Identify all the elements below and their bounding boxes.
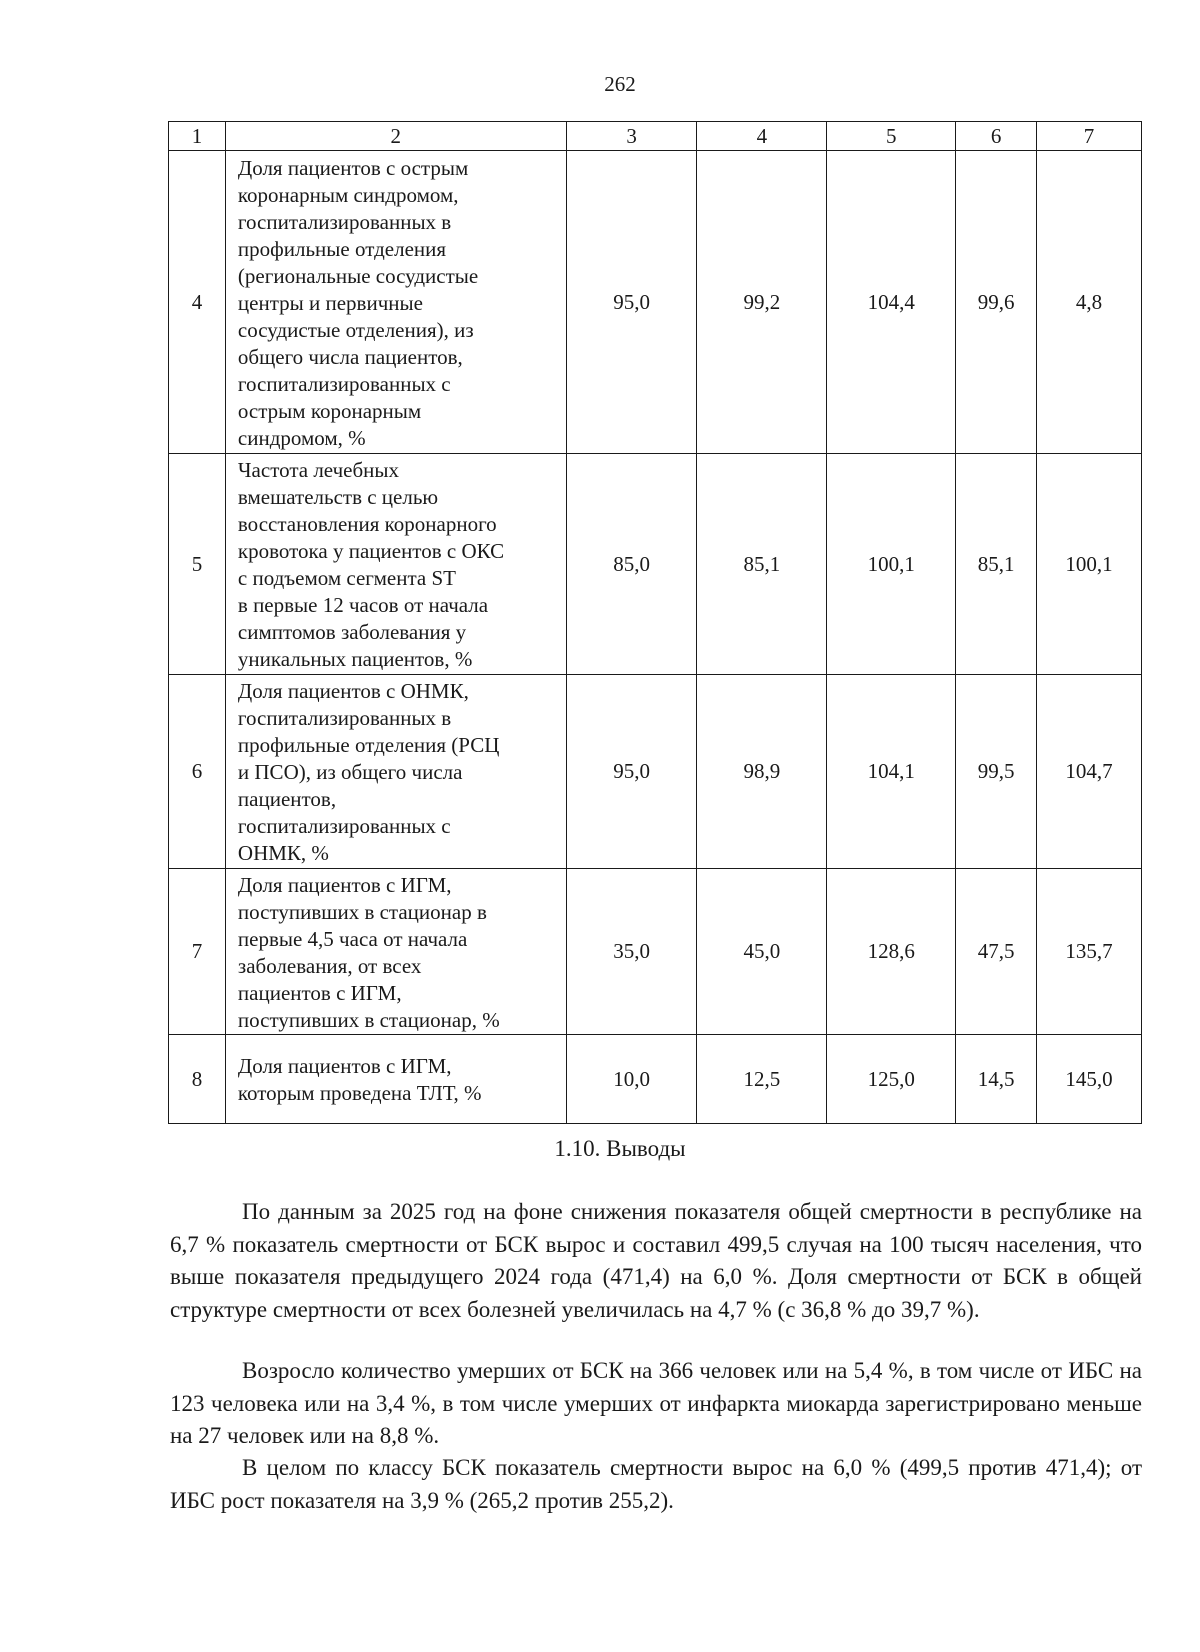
value-cell: 85,1 — [697, 454, 827, 675]
value-cell: 95,0 — [566, 675, 697, 869]
value-cell: 99,5 — [956, 675, 1037, 869]
value-cell: 95,0 — [566, 151, 697, 454]
value-cell: 145,0 — [1037, 1035, 1142, 1124]
value-cell: 35,0 — [566, 869, 697, 1035]
column-number-4: 4 — [697, 122, 827, 151]
indicator-description: Доля пациентов с ИГМ, поступивших в стационар в первые 4,5 часа от начала заболевания, от всех пациентов с ИГМ, поступивших в стационар, % — [225, 869, 566, 1035]
row-number: 4 — [169, 151, 226, 454]
value-cell: 12,5 — [697, 1035, 827, 1124]
table-row — [169, 869, 1142, 1035]
value-cell: 14,5 — [956, 1035, 1037, 1124]
column-number-5: 5 — [827, 122, 956, 151]
body-paragraph: Возросло количество умерших от БСК на 366 человек или на 5,4 %, в том числе от ИБС на 123 человека или на 3,4 %, в том числе умерших от инфаркта миокарда зарегистрировано меньше на 27 человек или на 8,8 %. — [170, 1358, 1142, 1448]
value-cell: 104,7 — [1037, 675, 1142, 869]
indicator-description: Доля пациентов с ОНМК, госпитализированных в профильные отделения (РСЦ и ПСО), из общего числа пациентов, госпитализированных с ОНМК, % — [225, 675, 566, 869]
value-cell: 125,0 — [827, 1035, 956, 1124]
table-row — [169, 151, 1142, 454]
value-cell: 85,1 — [956, 454, 1037, 675]
value-cell: 99,6 — [956, 151, 1037, 454]
body-paragraph: В целом по классу БСК показатель смертности вырос на 6,0 % (499,5 против 471,4); от ИБС рост показателя на 3,9 % (265,2 против 255,2). — [170, 1455, 1142, 1513]
row-number: 8 — [169, 1035, 226, 1124]
row-number: 6 — [169, 675, 226, 869]
indicators-table — [168, 121, 1142, 1124]
value-cell: 104,1 — [827, 675, 956, 869]
table-row — [169, 454, 1142, 675]
indicator-description: Доля пациентов с острым коронарным синдромом, госпитализированных в профильные отделения (региональные сосудистые центры и первичные сосудистые отделения), из общего числа пациентов, госпитализированных с острым коронарным синдромом, % — [225, 151, 566, 454]
column-number-6: 6 — [956, 122, 1037, 151]
value-cell: 98,9 — [697, 675, 827, 869]
value-cell: 100,1 — [827, 454, 956, 675]
value-cell: 128,6 — [827, 869, 956, 1035]
row-number: 7 — [169, 869, 226, 1035]
value-cell: 99,2 — [697, 151, 827, 454]
section-heading: 1.10. Выводы — [554, 1136, 686, 1161]
table-row — [169, 675, 1142, 869]
body-paragraph: По данным за 2025 год на фоне снижения показателя общей смертности в республике на 6,7 % показатель смертности от БСК вырос и составил 499,5 случая на 100 тысяч населения, что выше показателя предыдущего 2024 года (471,4) на 6,0 %. Доля смертности от БСК в общей структуре смертности от всех болезней увеличилась на 4,7 % (с 36,8 % до 39,7 %). — [170, 1199, 1142, 1322]
column-number-7: 7 — [1037, 122, 1142, 151]
table-row — [169, 1035, 1142, 1124]
value-cell: 4,8 — [1037, 151, 1142, 454]
value-cell: 100,1 — [1037, 454, 1142, 675]
column-number-3: 3 — [566, 122, 697, 151]
value-cell: 45,0 — [697, 869, 827, 1035]
page-number: 262 — [604, 72, 636, 96]
column-number-1: 1 — [169, 122, 226, 151]
table-header-row — [169, 122, 1142, 151]
value-cell: 135,7 — [1037, 869, 1142, 1035]
column-number-2: 2 — [225, 122, 566, 151]
value-cell: 47,5 — [956, 869, 1037, 1035]
value-cell: 104,4 — [827, 151, 956, 454]
row-number: 5 — [169, 454, 226, 675]
value-cell: 85,0 — [566, 454, 697, 675]
value-cell: 10,0 — [566, 1035, 697, 1124]
indicator-description: Доля пациентов с ИГМ, которым проведена ТЛТ, % — [225, 1035, 566, 1124]
indicator-description: Частота лечебных вмешательств с целью восстановления коронарного кровотока у пациентов с ОКС с подъемом сегмента ST в первые 12 часов от начала симптомов заболевания у уникальных пациентов, % — [225, 454, 566, 675]
